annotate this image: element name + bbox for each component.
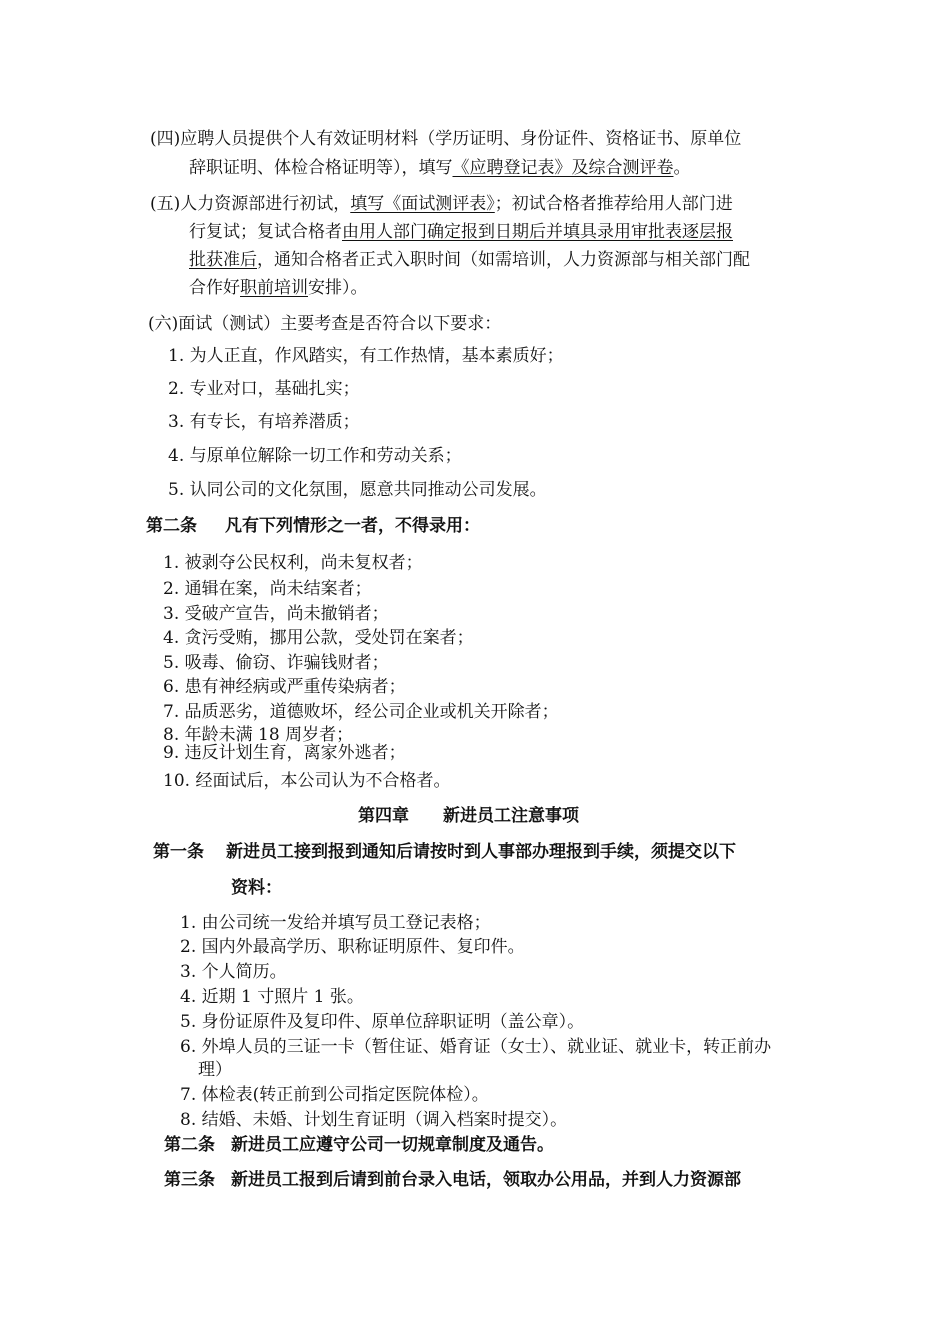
item-6-line: (六)面试（测试）主要考查是否符合以下要求： [148,314,502,334]
chapter4-article-1-cont: 资料： [231,878,282,898]
document-item: 2. 国内外最高学历、职称证明原件、复印件。 [180,937,525,957]
item-5-line-3: 批获准后，通知合格者正式入职时间（如需培训，人力资源部与相关部门配 [189,250,750,270]
item-4-line-1: (四)应聘人员提供个人有效证明材料（学历证明、身份证件、资格证书、原单位 [150,129,742,149]
item-5-line-2: 行复试；复试合格者由用人部门确定报到日期后并填具录用审批表逐层报 [189,222,733,242]
item-5-number: (五) [150,194,181,214]
requirement-item: 4. 与原单位解除一切工作和劳动关系； [168,446,462,466]
chapter4-article-3: 第三条 新进员工报到后请到前台录入电话，领取办公用品，并到人力资源部 [164,1170,741,1190]
requirement-item: 3. 有专长，有培养潜质； [168,412,360,432]
exclusion-item: 6. 患有神经病或严重传染病者； [163,677,406,697]
item-6-number: (六) [148,314,179,334]
exclusion-item: 9. 违反计划生育，离家外逃者； [163,743,406,763]
document-item: 7. 体检表(转正前到公司指定医院体检）。 [180,1085,489,1105]
document-item: 4. 近期 1 寸照片 1 张。 [180,987,364,1007]
exclusion-item: 3. 受破产宣告，尚未撤销者； [163,604,389,624]
exclusion-item: 5. 吸毒、偷窃、诈骗钱财者； [163,653,389,673]
document-item: 5. 身份证原件及复印件、原单位辞职证明（盖公章）。 [180,1012,585,1032]
item-5-line-1: (五)人力资源部进行初试，填写《面试测评表》；初试合格者推荐给用人部门进 [150,194,733,214]
underlined-form-name: 《应聘登记表》及综合测评卷 [452,158,674,178]
exclusion-item: 8. 年龄未满 18 周岁者； [163,725,354,745]
document-item: 1. 由公司统一发给并填写员工登记表格； [180,913,491,933]
exclusion-item: 10. 经面试后，本公司认为不合格者。 [163,771,451,791]
requirement-item: 1. 为人正直，作风踏实，有工作热情，基本素质好； [168,346,564,366]
requirement-item: 2. 专业对口，基础扎实； [168,379,360,399]
document-item-cont: 理） [198,1060,232,1080]
item-5-line-4: 合作好职前培训安排）。 [189,278,368,298]
exclusion-item: 1. 被剥夺公民权利，尚未复权者； [163,553,423,573]
requirement-item: 5. 认同公司的文化氛围，愿意共同推动公司发展。 [168,480,547,500]
chapter4-article-2: 第二条 新进员工应遵守公司一切规章制度及通告。 [164,1135,554,1155]
item-4-line-2: 辞职证明、体检合格证明等），填写《应聘登记表》及综合测评卷。 [189,158,691,178]
chapter4-article-1: 第一条 新进员工接到报到通知后请按时到人事部办理报到手续，须提交以下 [153,842,736,862]
exclusion-item: 7. 品质恶劣，道德败坏，经公司企业或机关开除者； [163,702,559,722]
document-item: 3. 个人简历。 [180,962,287,982]
document-item: 6. 外埠人员的三证一卡（暂住证、婚育证（女士）、就业证、就业卡，转正前办 [180,1037,772,1057]
item-4-number: (四) [150,129,181,149]
document-item: 8. 结婚、未婚、计划生育证明（调入档案时提交）。 [180,1110,568,1130]
chapter-heading: 第四章 新进员工注意事项 [358,806,579,826]
exclusion-item: 2. 通辑在案，尚未结案者； [163,579,372,599]
exclusion-item: 4. 贪污受贿，挪用公款，受处罚在案者； [163,628,474,648]
article-2-heading: 第二条 凡有下列情形之一者，不得录用： [146,516,480,536]
